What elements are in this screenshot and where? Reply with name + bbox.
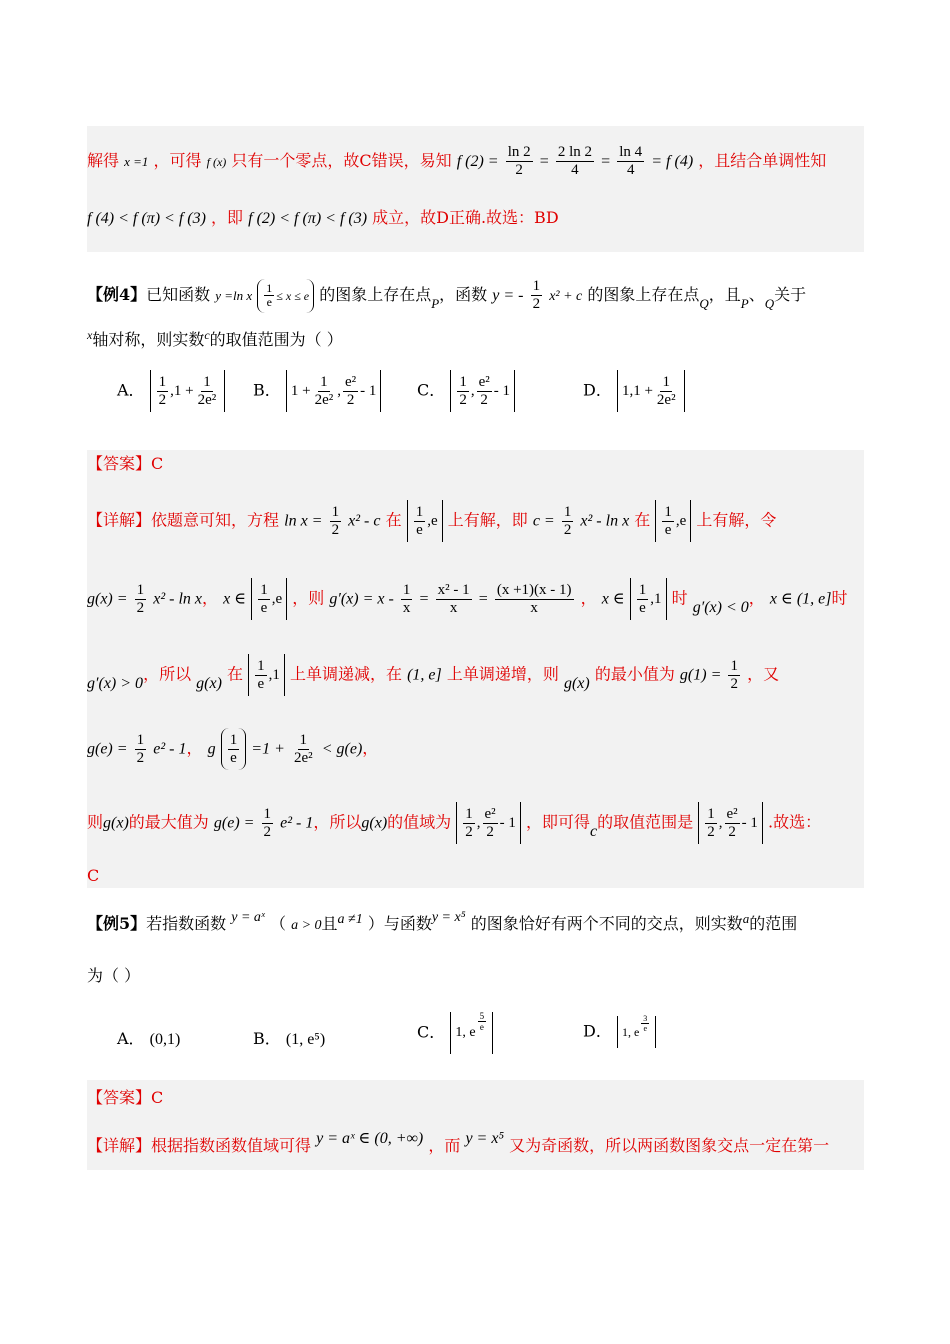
option-d[interactable] [583, 1013, 656, 1048]
text: 在 [227, 664, 244, 684]
denominator: 2 [459, 391, 467, 408]
fraction [457, 374, 469, 409]
text: ，可得 [153, 151, 202, 170]
math: 1, e [455, 1025, 476, 1040]
interval [617, 370, 685, 412]
math: g′(x) > 0 [87, 674, 144, 692]
text: ）与函数 [367, 914, 432, 933]
math: x² - ln x [153, 590, 203, 608]
example-5-answer-block [87, 1080, 864, 1170]
numerator: ln 4 [619, 144, 643, 160]
math: ≤ x ≤ e [276, 288, 310, 303]
math: ,e [427, 513, 438, 529]
interval [450, 1012, 493, 1054]
numerator: 1 [266, 281, 273, 295]
detail-line-5 [87, 802, 864, 844]
numerator: ln 2 [507, 144, 531, 160]
math: x ∈ [601, 590, 625, 608]
text: ，所以 [143, 664, 192, 684]
interval [248, 654, 285, 696]
detail-line-1 [87, 500, 864, 542]
text: ，又 [747, 664, 780, 684]
answer-label: 【答案】C [87, 1088, 164, 1107]
denominator: 2 [158, 391, 167, 408]
denominator: 2 [532, 296, 541, 312]
denominator: 2 [480, 391, 488, 408]
text: ， [748, 588, 765, 608]
math: e² - 1 [153, 740, 187, 758]
denominator: 2 [136, 599, 145, 616]
fraction [401, 582, 413, 617]
math: c = [532, 512, 555, 530]
text: ，而 [428, 1136, 461, 1155]
fraction [436, 582, 472, 617]
detail-line-6: C [87, 866, 100, 885]
text: 的图象上存在点 [587, 285, 700, 304]
text: 上有解，即 [447, 510, 528, 530]
fraction [292, 732, 315, 767]
detail-tag: 【详解】 [87, 1136, 152, 1155]
math: 1,1 + [621, 382, 653, 399]
option-c[interactable] [417, 370, 515, 412]
interval [251, 578, 287, 620]
numerator: 3 [643, 1013, 648, 1023]
text: ， [362, 738, 379, 758]
numerator: 1 [459, 373, 467, 390]
math: x ∈ [223, 590, 247, 608]
numerator: 1 [136, 731, 145, 748]
example-4-answer-block [87, 450, 864, 888]
text: ，即 [211, 208, 244, 227]
numerator: x² - 1 [437, 581, 470, 598]
fraction [255, 658, 267, 693]
denominator: 2 [263, 823, 272, 840]
option-a[interactable] [117, 1026, 180, 1049]
text: ，所以 [313, 812, 362, 832]
math: x [87, 328, 93, 342]
option-label: D． [583, 1021, 612, 1041]
math: = f (4) [651, 153, 694, 170]
math: c [590, 822, 598, 840]
denominator: e [260, 599, 268, 616]
denominator: 2e² [197, 391, 217, 408]
numerator: 1 [563, 503, 572, 520]
example-4-line-2 [87, 330, 864, 351]
previous-answer-block [87, 126, 864, 252]
fraction [414, 504, 426, 539]
option-a[interactable] [117, 370, 225, 412]
math: g(x) [196, 674, 222, 692]
math: a > 0 [291, 918, 322, 933]
numerator: 1 [203, 373, 211, 390]
numerator: 1 [532, 278, 541, 294]
text: 的取值范围是 [597, 812, 694, 832]
numerator: 1 [299, 731, 308, 748]
text: ，即可得 [526, 812, 591, 832]
math: (0,1) [149, 1031, 181, 1048]
numerator: 1 [415, 503, 424, 520]
text: ，且结合单调性知 [698, 151, 827, 170]
math: f (2) = [456, 153, 499, 170]
math: x =1 [124, 154, 149, 169]
numerator: 1 [638, 581, 647, 598]
interval [617, 1013, 656, 1048]
math: y = aˣ ∈ (0, +∞) [316, 1130, 424, 1147]
math: a ≠1 [337, 912, 363, 927]
example-5-question [87, 900, 864, 1070]
denominator: x [530, 599, 538, 616]
denominator: 2 [331, 521, 340, 538]
option-c[interactable] [417, 1012, 493, 1054]
paren-group [221, 728, 247, 770]
fraction [313, 374, 336, 409]
math: x² + c [549, 289, 583, 304]
denominator: 2 [563, 521, 572, 538]
math: (1, e⁵) [285, 1031, 326, 1048]
math: P [740, 296, 749, 311]
interval: 1 + $\frac{1}{\text{2e²}}$ , $\frac{\text{e²}}{2}$ - 1 [286, 370, 382, 412]
example-4-line-1 [87, 278, 864, 313]
math: y = - [492, 287, 524, 304]
interval [630, 578, 667, 620]
math: ln x = [284, 512, 323, 530]
math: ,1 + [170, 382, 194, 399]
text: ，则 [292, 588, 325, 608]
math: (1, e] [407, 666, 442, 684]
text: 的范围 [749, 914, 798, 933]
denominator: e [664, 521, 672, 538]
math: y = x⁵ [465, 1130, 505, 1147]
detail-line-1 [87, 1130, 864, 1157]
fraction [262, 806, 274, 841]
text: 的值域为 [387, 812, 452, 832]
option-label: D． [583, 380, 612, 400]
fraction [477, 374, 492, 409]
domain-condition [257, 279, 314, 313]
denominator: e [416, 521, 423, 538]
interval [407, 500, 443, 542]
option-d[interactable] [583, 370, 685, 412]
math: = [478, 590, 488, 608]
interval [150, 370, 226, 412]
interval: $\frac{1}{2}$ , $\frac{\text{e²}}{2}$ - 1 [456, 802, 521, 844]
text: ，函数 [439, 285, 488, 304]
fraction [157, 374, 169, 409]
math: y =ln x [215, 288, 253, 303]
text: ， [186, 738, 203, 758]
text: 的取值范围为（ ） [209, 330, 343, 349]
math: g(e) = [213, 814, 255, 832]
fraction [228, 732, 240, 767]
fraction [135, 582, 147, 617]
math: ,1 [268, 667, 280, 683]
math: ,1 [650, 591, 662, 607]
math: =1 + [251, 740, 285, 758]
math: - 1 [360, 382, 377, 399]
detail-line-3 [87, 654, 864, 696]
text: ，且 [708, 285, 741, 304]
math: g(e) = [87, 740, 128, 758]
fraction [264, 282, 274, 309]
text: ， [580, 588, 597, 608]
math: = [539, 153, 549, 170]
text: 在 [385, 510, 402, 530]
text: 的最小值为 [594, 664, 675, 684]
math: g′(x) < 0 [692, 598, 749, 616]
math: g(x) [103, 814, 129, 832]
math: e² - 1 [280, 814, 314, 832]
math: y = x⁵ [431, 910, 466, 925]
fraction [196, 374, 219, 409]
fraction [728, 658, 740, 693]
denominator: 4 [571, 162, 579, 178]
math: g(x) [361, 814, 388, 832]
fraction: $\frac{\text{e²}}{2}$ [484, 805, 496, 840]
numerator: 1 [664, 503, 672, 520]
fraction [617, 144, 644, 179]
numerator: 2 ln 2 [557, 144, 593, 160]
fraction [495, 582, 574, 617]
example-4-question [87, 266, 864, 426]
denominator: 2e² [314, 391, 334, 408]
text: 已知函数 [146, 285, 211, 304]
option-label: B． [253, 1029, 281, 1048]
denominator: e [266, 295, 272, 309]
interval [655, 500, 691, 542]
example-tag: 【例5】 [87, 914, 147, 933]
fraction: $\frac{1}{2}$ [465, 805, 473, 840]
denominator: 2 [136, 749, 145, 766]
text: 且 [321, 914, 338, 933]
previous-answer-line-1 [87, 144, 864, 179]
text: 若指数函数 [146, 914, 227, 933]
numerator: 1 [320, 373, 328, 390]
fraction: $\frac{1}{2}$ [707, 805, 715, 840]
text: 又为奇函数，所以两函数图象交点一定在第一 [509, 1136, 830, 1155]
fraction [637, 582, 649, 617]
math: x² - c [348, 512, 381, 530]
text: 在 [634, 510, 651, 530]
detail-tag: 【详解】 [87, 510, 152, 530]
fraction [662, 504, 674, 539]
math: f (x) [206, 155, 227, 169]
fraction [135, 732, 147, 767]
exponent-fraction [641, 1014, 649, 1033]
text: 轴对称，则实数 [92, 330, 205, 349]
text: 根据指数函数值域可得 [151, 1136, 312, 1155]
fraction [330, 504, 342, 539]
option-label: C． [417, 380, 446, 400]
text: 时 [831, 588, 848, 608]
numerator: e² [344, 373, 357, 390]
denominator: e [643, 1023, 648, 1033]
interval: $\frac{1}{2}$ , $\frac{\text{e²}}{2}$ - 1 [698, 802, 763, 844]
fraction [556, 144, 594, 179]
math: c [204, 328, 210, 342]
numerator: (x +1)(x - 1) [496, 581, 572, 598]
text: 解得 [87, 151, 120, 170]
fraction [343, 374, 358, 409]
numerator: e² [478, 373, 490, 390]
detail-line-4 [87, 728, 864, 770]
denominator: 2 [730, 675, 738, 692]
text: 的最大值为 [128, 812, 209, 832]
text: 关于 [774, 285, 807, 304]
numerator: 5 [479, 1010, 485, 1021]
math: g [207, 740, 216, 758]
fraction [531, 278, 543, 313]
math: P [431, 296, 440, 311]
denominator: e [257, 675, 265, 692]
math: f (2) < f (π) < f (3) [248, 210, 368, 227]
option-label: A． [117, 1029, 145, 1048]
numerator: 1 [229, 731, 238, 748]
math: x² - ln x [580, 512, 630, 530]
denominator: e [230, 749, 237, 766]
text: .故选： [768, 812, 822, 832]
text: 成立，故D正确.故选：BD [372, 208, 559, 227]
numerator: 1 [331, 503, 340, 520]
denominator: x [402, 599, 411, 616]
answer-label: 【答案】C [87, 454, 164, 473]
text: 上有解，令 [696, 510, 777, 530]
math: ,e [675, 513, 687, 529]
numerator: 1 [136, 581, 145, 598]
numerator: 1 [730, 657, 738, 674]
math: y = aˣ [231, 910, 265, 925]
text: 上单调递减，在 [289, 664, 402, 684]
text: 的图象恰好有两个不同的交点，则实数 [470, 914, 743, 933]
fraction [506, 144, 533, 179]
fraction [562, 504, 574, 539]
text: 、 [748, 285, 765, 304]
option-label: C． [417, 1022, 446, 1042]
fraction [655, 374, 678, 409]
math: = [601, 153, 611, 170]
math: f (4) < f (π) < f (3) [87, 210, 206, 227]
numerator: 1 [260, 581, 268, 598]
text: 时 [671, 588, 688, 608]
option-b[interactable] [253, 1026, 325, 1049]
math: < g(e) [321, 740, 363, 758]
option-label: A． [117, 380, 145, 400]
numerator: 1 [402, 581, 411, 598]
numerator: 1 [662, 373, 670, 390]
math: 1 + [290, 382, 311, 399]
denominator: e [639, 599, 646, 616]
example-5-line-2: 为（ ） [87, 966, 141, 985]
denominator: 2e² [293, 749, 313, 766]
option-label: B． [253, 380, 281, 400]
fraction [258, 582, 270, 617]
text: 只有一个零点，故C错误，易知 [231, 151, 452, 170]
example-5-line-1 [87, 910, 864, 936]
text: 依题意可知，方程 [151, 510, 280, 530]
math: 1, e [621, 1024, 640, 1039]
math: Q [764, 296, 775, 311]
denominator: e [479, 1021, 484, 1032]
exponent-fraction [478, 1011, 487, 1032]
numerator: 1 [158, 373, 167, 390]
denominator: 4 [626, 162, 635, 178]
math: x ∈ (1, e] [769, 590, 832, 608]
math: - 1 [493, 382, 510, 399]
denominator: 2e² [656, 391, 676, 408]
denominator: 2 [346, 391, 355, 408]
numerator: 1 [257, 657, 265, 674]
text: （ [269, 914, 286, 933]
text: 上单调递增，则 [446, 664, 559, 684]
math: Q [699, 296, 709, 311]
math: g(x) = [87, 590, 128, 608]
math: ,e [271, 591, 283, 607]
math: = [419, 590, 429, 608]
option-b[interactable] [253, 370, 381, 412]
fraction: $\frac{\text{e²}}{2}$ [726, 805, 738, 840]
math: a [742, 911, 750, 926]
text: ， [202, 588, 219, 608]
denominator: x [449, 599, 458, 616]
detail-line-2 [87, 578, 864, 620]
denominator: 2 [515, 162, 523, 178]
previous-answer-line-2 [87, 208, 864, 229]
text: 的图象上存在点 [319, 285, 432, 304]
math: g(x) [563, 674, 590, 692]
numerator: 1 [263, 805, 272, 822]
math: g′(x) = x - [329, 590, 394, 608]
interval: $\frac{1}{2}$ , $\frac{\text{e²}}{2}$ - 1 [450, 370, 515, 412]
math: g(1) = [679, 666, 722, 684]
example-tag: 【例4】 [87, 285, 147, 304]
text: 则 [87, 812, 104, 832]
